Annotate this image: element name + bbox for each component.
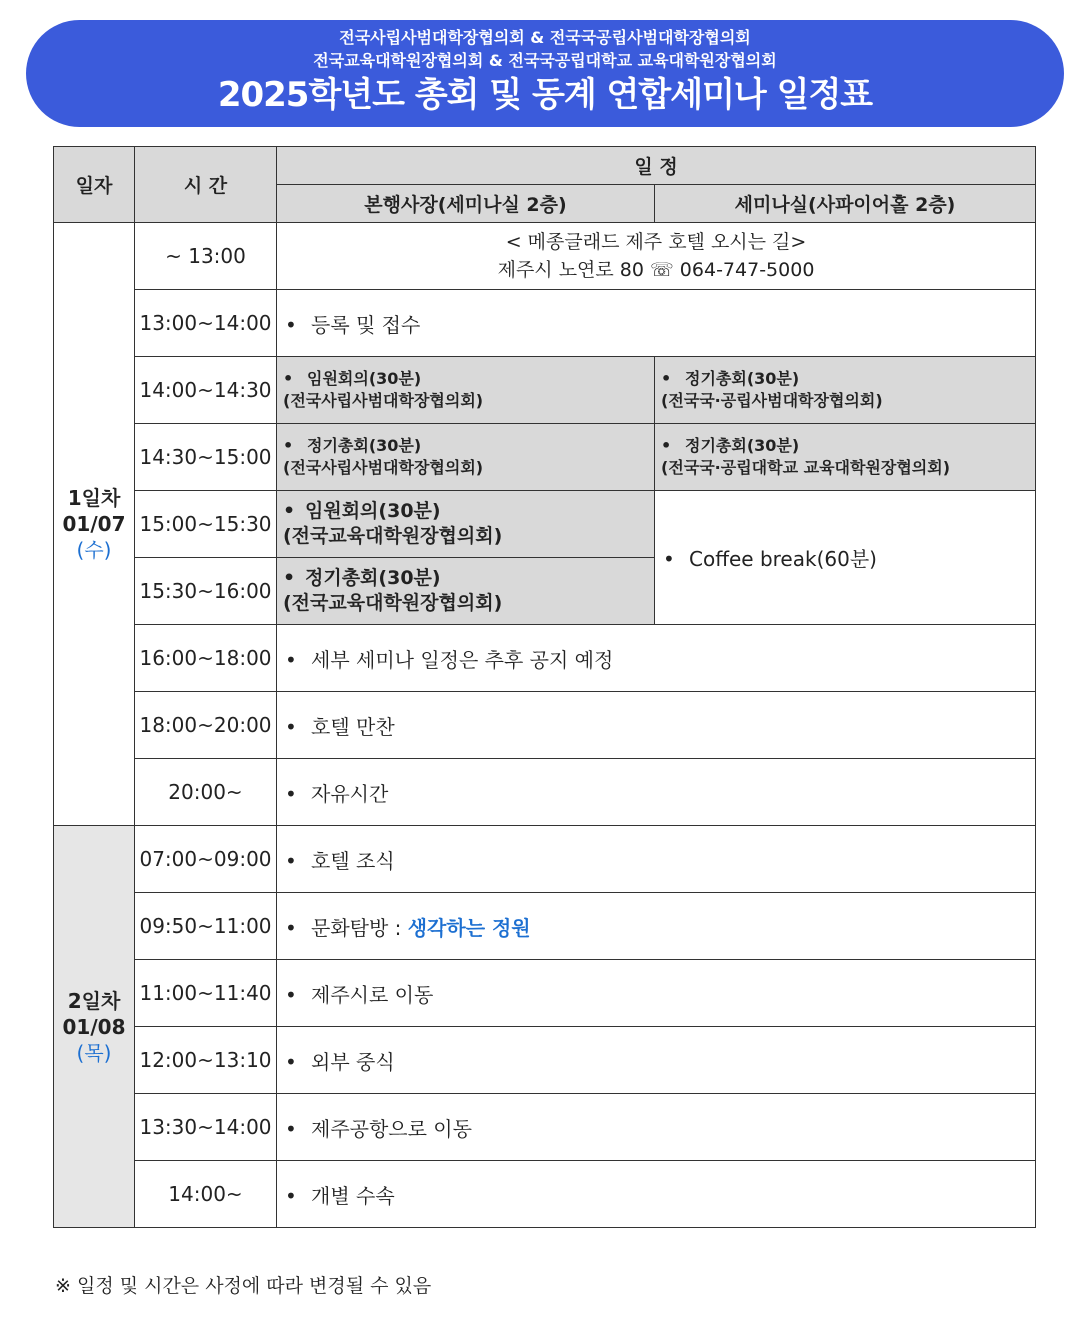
directions-cell [277, 223, 1036, 290]
header-day: 일자 [54, 147, 135, 223]
title-banner [26, 20, 1064, 127]
schedule-item: • 제주시로 이동 [277, 960, 1036, 1027]
main-room-event: • 정기총회(30분) (전국교육대학원장협의회) [277, 558, 655, 625]
time-cell: 20:00~ [135, 759, 277, 826]
organizer-line-1: 전국사립사범대학장협의회 & 전국국공립사범대학장협의회 [339, 28, 751, 47]
day2-cell [54, 826, 135, 1228]
time-cell: 13:00~14:00 [135, 290, 277, 357]
time-cell: 12:00~13:10 [135, 1027, 277, 1094]
sub-room-event: • 정기총회(30분) (전국국·공립사범대학장협의회) [655, 357, 1036, 424]
time-cell: 13:30~14:00 [135, 1094, 277, 1161]
bullet: • [285, 312, 297, 337]
time-cell: 07:00~09:00 [135, 826, 277, 893]
time-cell: 15:30~16:00 [135, 558, 277, 625]
day2-weekday: (목) [76, 1040, 112, 1065]
time-cell: 14:00~14:30 [135, 357, 277, 424]
coffee-break-cell: • Coffee break(60분) [655, 491, 1036, 625]
footnote: ※ 일정 및 시간은 사정에 따라 변경될 수 있음 [55, 1275, 432, 1297]
time-cell: 11:00~11:40 [135, 960, 277, 1027]
day2-label: 2일차 [67, 988, 121, 1013]
highlight-place: 생각하는 정원 [407, 915, 531, 940]
table-row [54, 625, 1036, 692]
schedule-item: • 외부 중식 [277, 1027, 1036, 1094]
schedule-item: • 자유시간 [277, 759, 1036, 826]
page-title: 2025학년도 총회 및 동계 연합세미나 일정표 [217, 75, 873, 115]
day1-cell [54, 223, 135, 826]
table-row [54, 424, 1036, 491]
organizer-line-2: 전국교육대학원장협의회 & 전국국공립대학교 교육대학원장협의회 [313, 51, 777, 70]
time-cell: 14:30~15:00 [135, 424, 277, 491]
schedule-item: • 세부 세미나 일정은 추후 공지 예정 [277, 625, 1036, 692]
table-row [54, 1094, 1036, 1161]
schedule-item: • 호텔 만찬 [277, 692, 1036, 759]
table-row [54, 759, 1036, 826]
schedule-item: • 호텔 조식 [277, 826, 1036, 893]
table-row [54, 491, 1036, 558]
table-row [54, 290, 1036, 357]
main-room-event: • 임원회의(30분) (전국교육대학원장협의회) [277, 491, 655, 558]
table-row [54, 960, 1036, 1027]
table-row [54, 692, 1036, 759]
time-cell: 09:50~11:00 [135, 893, 277, 960]
directions-title: < 메종글래드 제주 호텔 오시는 길> [505, 231, 807, 253]
table-row [54, 826, 1036, 893]
main-room-event: • 임원회의(30분) (전국사립사범대학장협의회) [277, 357, 655, 424]
main-room-event: • 정기총회(30분) (전국사립사범대학장협의회) [277, 424, 655, 491]
time-cell: ~ 13:00 [135, 223, 277, 290]
schedule-item: • 개별 수속 [277, 1161, 1036, 1228]
schedule-item: • 제주공항으로 이동 [277, 1094, 1036, 1161]
table-row [54, 1027, 1036, 1094]
time-cell: 16:00~18:00 [135, 625, 277, 692]
day1-weekday: (수) [76, 538, 112, 562]
hotel-address: 제주시 노연로 80 ☏ 064-747-5000 [497, 259, 815, 281]
table-row [54, 893, 1036, 960]
schedule-table [53, 146, 1036, 1228]
day1-date: 01/07 [62, 512, 126, 536]
schedule-item: • 등록 및 접수 [277, 290, 1036, 357]
time-cell: 15:00~15:30 [135, 491, 277, 558]
time-cell: 14:00~ [135, 1161, 277, 1228]
sub-room-event: • 정기총회(30분) (전국국·공립대학교 교육대학원장협의회) [655, 424, 1036, 491]
day2-date: 01/08 [62, 1014, 126, 1039]
time-cell: 18:00~20:00 [135, 692, 277, 759]
day1-label: 1일차 [67, 486, 121, 510]
header-room-main: 본행사장(세미나실 2층) [277, 185, 655, 223]
header-schedule: 일 정 [277, 147, 1036, 185]
schedule-item: • 문화탐방 : 생각하는 정원 [277, 893, 1036, 960]
table-row [54, 357, 1036, 424]
header-time: 시 간 [135, 147, 277, 223]
table-row [54, 223, 1036, 290]
table-row [54, 1161, 1036, 1228]
header-room-sub: 세미나실(사파이어홀 2층) [655, 185, 1036, 223]
